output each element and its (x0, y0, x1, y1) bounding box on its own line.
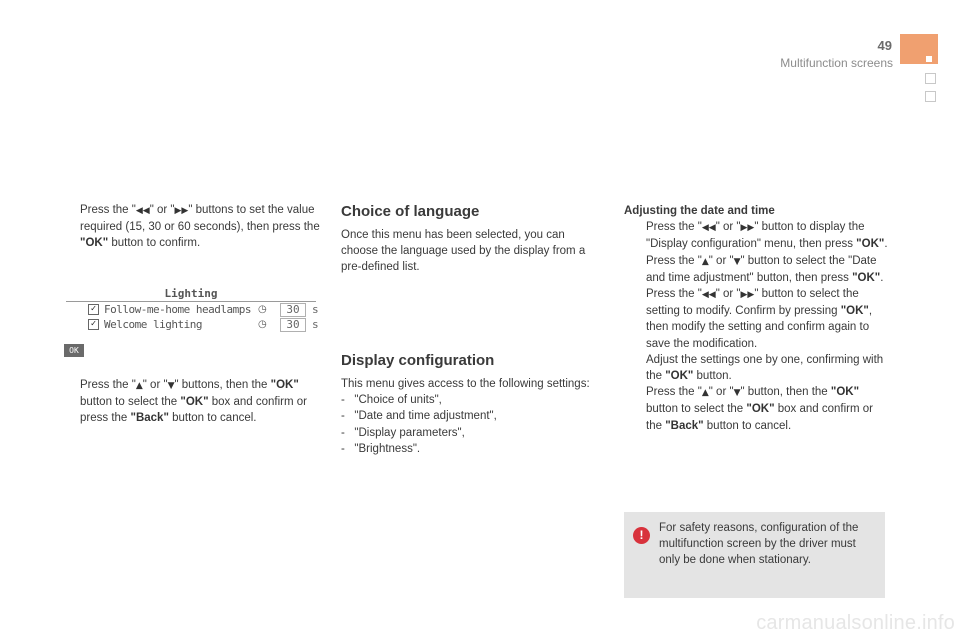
rewind-icon: ◀◀ (135, 206, 150, 216)
left-step-1: Press the "◀◀" or "▶▶" buttons to set the value required (15, 30 or 60 seconds), then press the "OK" button to confirm. (80, 204, 320, 250)
rewind-icon: ◀◀ (701, 290, 716, 301)
down-arrow-icon: ▼ (167, 381, 175, 391)
lighting-row-follow-me-home (88, 303, 318, 318)
date-time-section (624, 203, 888, 434)
section-title: Multifunction screens (780, 56, 893, 70)
lighting-row-welcome (88, 318, 318, 333)
duration-value: 30 (280, 318, 306, 332)
display-item: - "Display parameters", (341, 426, 465, 439)
up-arrow-icon: ▲ (135, 381, 143, 391)
display-item: - "Brightness". (341, 442, 421, 455)
fast-forward-icon: ▶▶ (174, 206, 189, 216)
fast-forward-icon: ▶▶ (740, 290, 755, 301)
display-item: - "Date and time adjustment", (341, 410, 497, 423)
date-time-step-5: Press the "▲" or "▼" button, then the "OK" button to select the "OK" box and confirm or the "Back" button to cancel. (646, 386, 873, 432)
display-item: - "Choice of units", (341, 394, 442, 407)
lighting-screen (66, 287, 319, 331)
up-arrow-icon: ▲ (701, 256, 709, 267)
display-intro: This menu gives access to the following settings: (341, 378, 590, 390)
language-text: Once this menu has been selected, you can choose the language used by the display from a pre-defined list. (341, 229, 586, 274)
down-arrow-icon: ▼ (733, 388, 741, 399)
lighting-row-label: Welcome lighting (104, 318, 202, 331)
date-time-heading: Adjusting the date and time (624, 205, 775, 217)
duration-unit: s (312, 303, 319, 316)
duration-value: 30 (280, 303, 306, 317)
clock-icon: ◷ (258, 319, 267, 330)
watermark: carmanualsonline.info (756, 612, 955, 634)
clock-icon: ◷ (258, 304, 267, 315)
checkbox-icon: ✓ (88, 319, 99, 330)
date-time-step-2: Press the "▲" or "▼" button to select the "Date and time adjustment" button, then press "OK". (646, 254, 884, 284)
warning-icon: ! (633, 527, 650, 544)
down-arrow-icon: ▼ (733, 256, 741, 267)
lighting-screen-title: Lighting (164, 287, 218, 300)
lighting-screen-divider (66, 301, 316, 302)
chapter-tab-box-1 (925, 73, 936, 84)
safety-warning-text: For safety reasons, configuration of the multifunction screen by the driver must only be done when stationary. (659, 522, 859, 567)
rewind-icon: ◀◀ (701, 223, 716, 234)
date-time-step-1: Press the "◀◀" or "▶▶" button to display the "Display configuration" menu, then press "OK". (646, 221, 888, 251)
page-number: 49 (877, 38, 892, 53)
chapter-tab-box-2 (925, 91, 936, 102)
checkbox-icon: ✓ (88, 304, 99, 315)
date-time-step-4: Adjust the settings one by one, confirming with the "OK" button. (646, 353, 884, 383)
up-arrow-icon: ▲ (701, 388, 709, 399)
left-step-2: Press the "▲" or "▼" buttons, then the "OK" button to select the "OK" box and confirm or press the "Back" button to cancel. (80, 379, 307, 425)
display-text (341, 376, 603, 457)
lighting-row-label: Follow-me-home headlamps (104, 303, 251, 316)
date-time-step-3: Press the "◀◀" or "▶▶" button to select the setting to modify. Confirm by pressing "OK", then modify the setting and confirm again to save the modification. (646, 288, 873, 350)
safety-warning-box (624, 512, 885, 598)
chapter-tab (900, 34, 938, 64)
ok-box: OK (64, 344, 84, 357)
language-heading: Choice of language (341, 203, 480, 220)
duration-unit: s (312, 318, 319, 331)
chapter-tab-marker (926, 56, 932, 62)
display-heading: Display configuration (341, 352, 495, 369)
fast-forward-icon: ▶▶ (740, 223, 755, 234)
